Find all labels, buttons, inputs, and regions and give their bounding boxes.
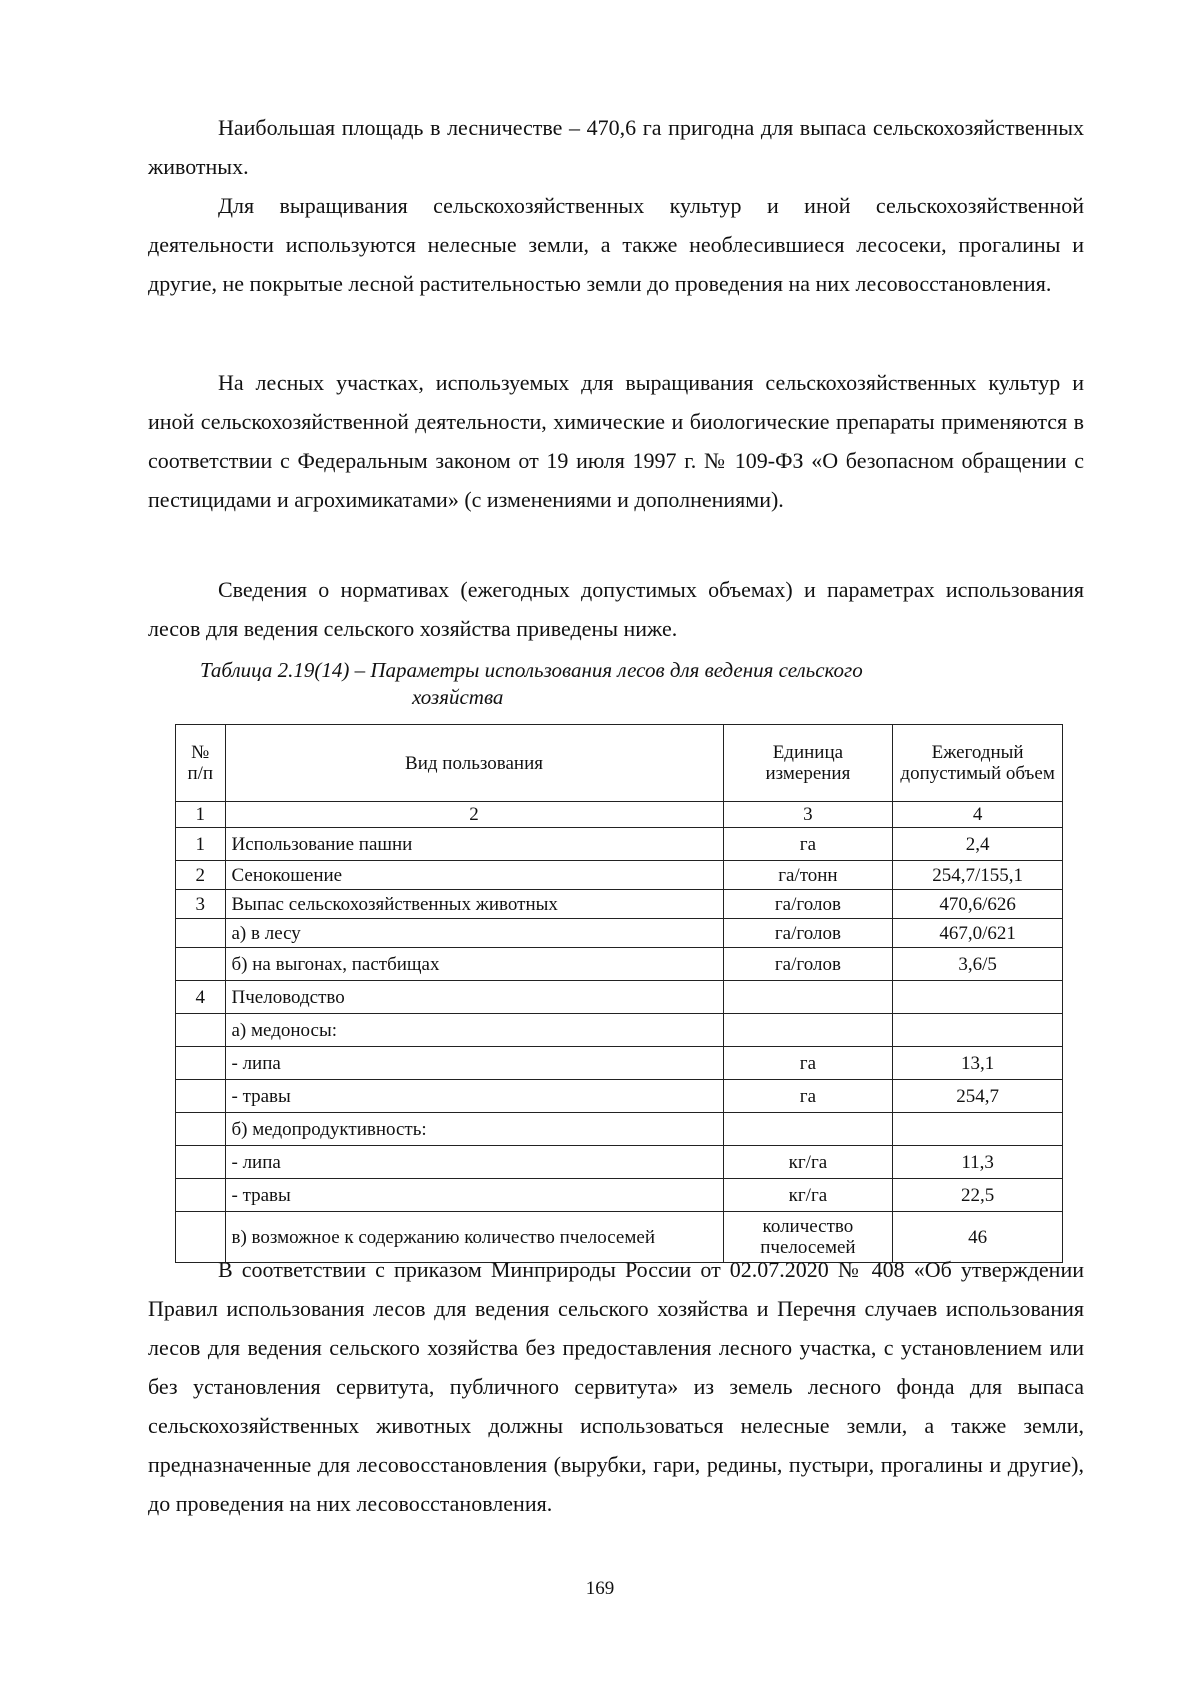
usage-type: б) медопродуктивность: bbox=[225, 1113, 723, 1146]
usage-type: - травы bbox=[225, 1179, 723, 1212]
unit: га bbox=[723, 828, 893, 861]
annual-volume bbox=[893, 1014, 1063, 1047]
row-number bbox=[176, 1179, 226, 1212]
unit: кг/га bbox=[723, 1179, 893, 1212]
annual-volume: 2,4 bbox=[893, 828, 1063, 861]
usage-type: - травы bbox=[225, 1080, 723, 1113]
parameters-table bbox=[175, 724, 1063, 1263]
header-number: № п/п bbox=[176, 725, 226, 802]
table-row bbox=[176, 981, 1063, 1014]
unit: кг/га bbox=[723, 1146, 893, 1179]
row-number bbox=[176, 1014, 226, 1047]
usage-type: в) возможное к содержанию количество пчелосемей bbox=[225, 1212, 723, 1263]
unit bbox=[723, 1113, 893, 1146]
paragraph-3 bbox=[148, 363, 1084, 519]
table-row bbox=[176, 890, 1063, 919]
paragraph-1 bbox=[148, 108, 1084, 186]
row-number: 4 bbox=[176, 981, 226, 1014]
unit: га bbox=[723, 1047, 893, 1080]
usage-type: - липа bbox=[225, 1146, 723, 1179]
row-number bbox=[176, 1047, 226, 1080]
unit: га/голов bbox=[723, 890, 893, 919]
header-unit: Единица измерения bbox=[723, 725, 893, 802]
column-number-cell: 3 bbox=[723, 802, 893, 828]
unit: га/голов bbox=[723, 948, 893, 981]
paragraph-text: Наибольшая площадь в лесничестве – 470,6 га пригодна для выпаса сельскохозяйственных животных. bbox=[148, 115, 1084, 179]
row-number bbox=[176, 948, 226, 981]
row-number bbox=[176, 919, 226, 948]
table-row bbox=[176, 1146, 1063, 1179]
annual-volume bbox=[893, 1113, 1063, 1146]
annual-volume bbox=[893, 981, 1063, 1014]
paragraph-2 bbox=[148, 186, 1084, 303]
annual-volume: 470,6/626 bbox=[893, 890, 1063, 919]
column-number-cell: 4 bbox=[893, 802, 1063, 828]
table-row bbox=[176, 919, 1063, 948]
header-annual-volume: Ежегодный допустимый объем bbox=[893, 725, 1063, 802]
usage-type: Пчеловодство bbox=[225, 981, 723, 1014]
column-number-row bbox=[176, 802, 1063, 828]
paragraph-4 bbox=[148, 570, 1084, 648]
row-number bbox=[176, 1080, 226, 1113]
table-header-row bbox=[176, 725, 1063, 802]
annual-volume: 3,6/5 bbox=[893, 948, 1063, 981]
paragraph-text: Сведения о нормативах (ежегодных допустимых объемах) и параметрах использования лесов для ведения сельского хозяйства приведены ниже. bbox=[148, 577, 1084, 641]
paragraph-text: На лесных участках, используемых для выращивания сельскохозяйственных культур и иной сельскохозяйственной деятельности, химические и биологические препараты применяются в соответствии с Федеральным законом от 19 июля 1997 г. № 109-ФЗ «О безопасном обращении с пестицидами и агрохимикатами» (с изменениями и дополнениями). bbox=[148, 370, 1084, 512]
unit bbox=[723, 1014, 893, 1047]
table-row bbox=[176, 828, 1063, 861]
annual-volume: 46 bbox=[893, 1212, 1063, 1263]
column-number-cell: 2 bbox=[225, 802, 723, 828]
annual-volume: 11,3 bbox=[893, 1146, 1063, 1179]
usage-type: а) медоносы: bbox=[225, 1014, 723, 1047]
paragraph-5 bbox=[148, 1250, 1084, 1523]
unit: га bbox=[723, 1080, 893, 1113]
table-caption-line-2: хозяйства bbox=[412, 685, 504, 709]
unit: количество пчелосемей bbox=[723, 1212, 893, 1263]
table-caption bbox=[200, 657, 1000, 711]
row-number: 1 bbox=[176, 828, 226, 861]
table-row bbox=[176, 1179, 1063, 1212]
page-number: 169 bbox=[585, 1578, 615, 1599]
usage-type: - липа bbox=[225, 1047, 723, 1080]
table-row bbox=[176, 1113, 1063, 1146]
unit: га/тонн bbox=[723, 861, 893, 890]
row-number: 2 bbox=[176, 861, 226, 890]
paragraph-text: Для выращивания сельскохозяйственных культур и иной сельскохозяйственной деятельности используются нелесные земли, а также необлесившиеся лесосеки, прогалины и другие, не покрытые лесной растительностью земли до проведения на них лесовосстановления. bbox=[148, 193, 1084, 296]
annual-volume: 254,7/155,1 bbox=[893, 861, 1063, 890]
unit bbox=[723, 981, 893, 1014]
row-number bbox=[176, 1113, 226, 1146]
table-row bbox=[176, 1047, 1063, 1080]
usage-type: Сенокошение bbox=[225, 861, 723, 890]
table-row bbox=[176, 1014, 1063, 1047]
header-usage-type: Вид пользования bbox=[225, 725, 723, 802]
table-row bbox=[176, 1080, 1063, 1113]
column-number-cell: 1 bbox=[176, 802, 226, 828]
usage-type: Выпас сельскохозяйственных животных bbox=[225, 890, 723, 919]
usage-type: б) на выгонах, пастбищах bbox=[225, 948, 723, 981]
unit: га/голов bbox=[723, 919, 893, 948]
row-number bbox=[176, 1146, 226, 1179]
table-caption-line-1: Таблица 2.19(14) – Параметры использования лесов для ведения сельского bbox=[200, 658, 863, 682]
table-row bbox=[176, 948, 1063, 981]
paragraph-text: В соответствии с приказом Минприроды России от 02.07.2020 № 408 «Об утверждении Правил использования лесов для ведения сельского хозяйства и Перечня случаев использования лесов для ведения сельского хозяйства без предоставления лесного участка, с установлением или без установления сервитута, публичного сервитута» из земель лесного фонда для выпаса сельскохозяйственных животных должны использоваться нелесные земли, а также земли, предназначенные для лесовосстановления (вырубки, гари, редины, пустыри, прогалины и другие), до проведения на них лесовосстановления. bbox=[148, 1257, 1084, 1516]
annual-volume: 254,7 bbox=[893, 1080, 1063, 1113]
annual-volume: 467,0/621 bbox=[893, 919, 1063, 948]
usage-type: Использование пашни bbox=[225, 828, 723, 861]
table-row bbox=[176, 861, 1063, 890]
annual-volume: 22,5 bbox=[893, 1179, 1063, 1212]
annual-volume: 13,1 bbox=[893, 1047, 1063, 1080]
usage-type: а) в лесу bbox=[225, 919, 723, 948]
row-number: 3 bbox=[176, 890, 226, 919]
